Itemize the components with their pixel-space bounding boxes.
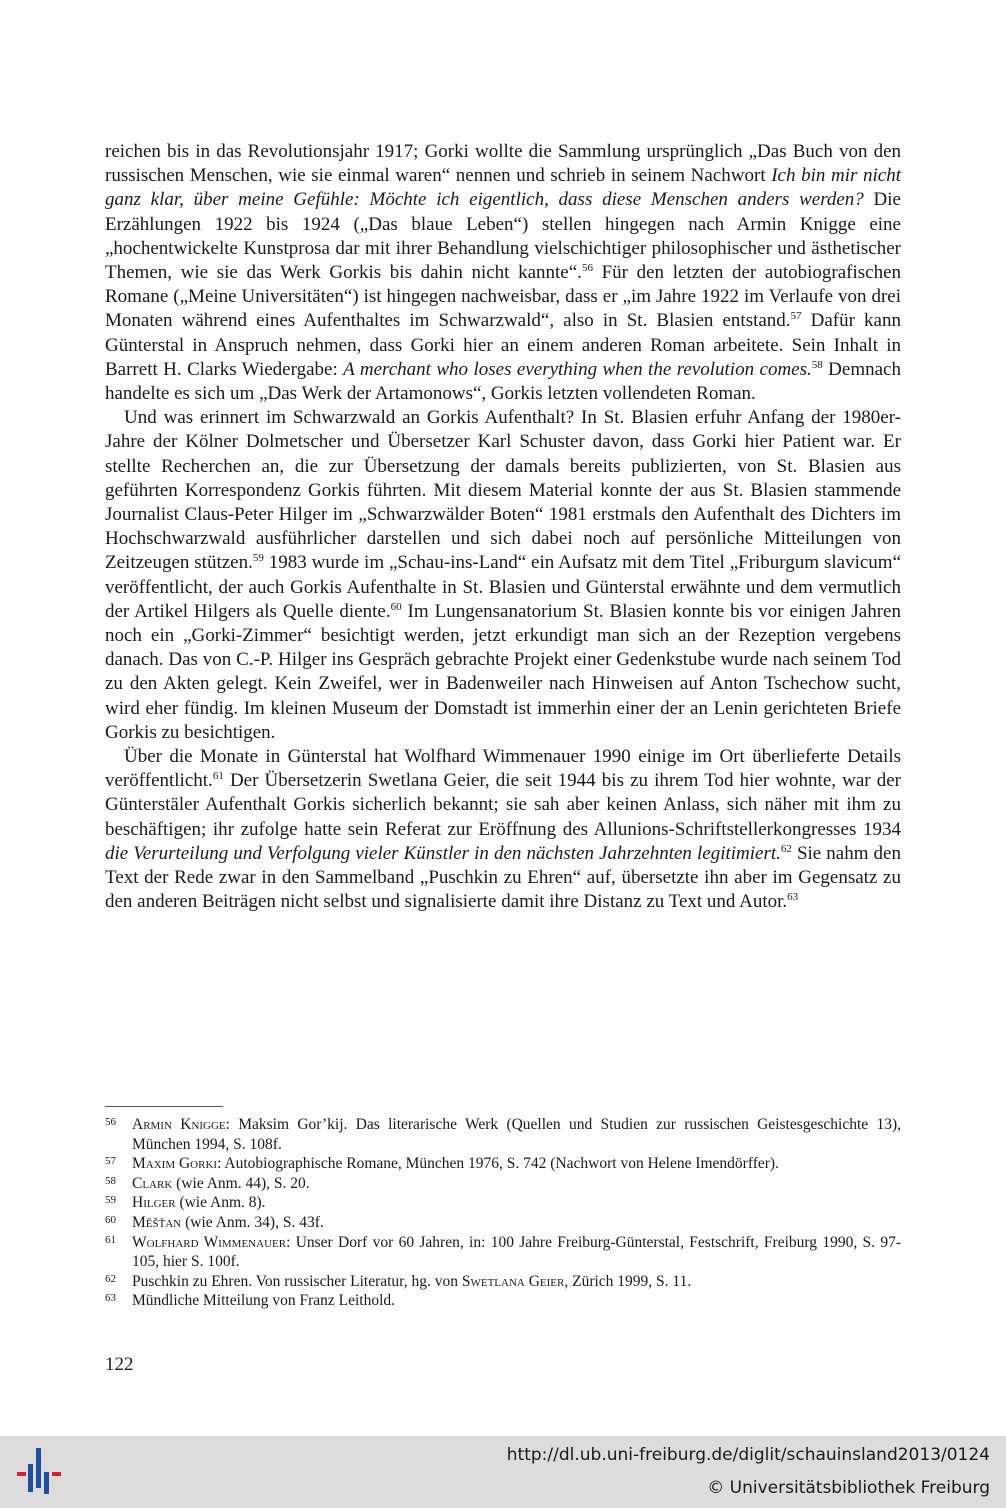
text-run: 1983 wurde im „Schau-ins-Land“ ein Aufsatz mit dem Titel „Friburgum slavicum“ veröffentlicht, der auch Gorkis Aufenthalte in St. Blasien und Günterstal erwähnte und dem vermutlich der Artikel Hilgers als Quelle diente. xyxy=(105,552,901,622)
text-run: (wie Anm. 44), S. 20. xyxy=(172,1174,310,1192)
page-number: 122 xyxy=(105,1354,134,1375)
text-run: Im Lungensanatorium St. Blasien konnte bis vor einigen Jahren noch ein „Gorki-Zimmer“ besichtigt werden, jetzt erkundigt man sich an der Rezeption vergebens danach. Das von C.-P. Hilger ins Gespräch gebrachte Projekt einer Gedenkstube wurde nach seinem Tod zu den Akten gelegt. Kein Zweifel, wer in Badenweiler nach Hinweisen auf Anton Tschechow sucht, wird eher fündig. Im kleinen Museum der Domstadt ist immerhin einer der an Lenin gerichteten Briefe Gorkis zu besichtigen. xyxy=(105,600,901,743)
text-run: Sie nahm den Text der Rede zwar in den Sammelband „Puschkin zu Ehren“ auf, übersetzte ihn aber im Gegensatz zu den anderen Beiträgen nicht selbst und signalisierte damit ihre Distanz zu Text und Autor. xyxy=(105,842,901,913)
text-run: Die Erzählungen 1922 bis 1924 („Das blaue Leben“) stellen hingegen nach Armin Knigge eine „hochentwickelte Kunstprosa dar mit ihrer Behandlung vielschichtiger philosophischer und ästhetischer Themen, wie sie das Werk Gorkis bis dahin nicht kannte“. xyxy=(105,189,901,284)
italic-run: A merchant who loses everything when the revolution comes. xyxy=(343,358,812,380)
text-run: Und was erinnert im Schwarzwald an Gorkis Aufenthalt? In St. Blasien erfuhr Anfang der 1980er-Jahre der Kölner Dolmetscher und Übersetzer Karl Schuster davon, dass Gorki hier Patient war. Er stellte Recherchen an, die zur Übersetzung der damals bereits publizierten, von St. Blasien aus geführten Korrespondenz Gorkis führten. Mit diesem Material konnte der aus St. Blasien stammende Journalist Claus-Peter Hilger im „Schwarzwälder Boten“ 1981 erstmals den Aufenthalt des Dichters im Hochschwarzwald ausführlicher darstellen und sich dabei noch auf persönliche Mitteilungen von Zeitzeugen stützen. xyxy=(105,407,901,574)
footnote-text xyxy=(132,1291,901,1311)
footnote-ref: 59 xyxy=(252,552,264,565)
text-run: Für den letzten der autobiografischen Romane („Meine Universitäten“) ist hingegen nachweisbar, dass er „im Jahre 1922 im Verlaufe von drei Monaten während eines Aufenthaltes im Schwarzwald“, also in St. Blasien entstand. xyxy=(105,262,902,332)
footnote xyxy=(105,1291,901,1311)
footnote-text xyxy=(132,1213,901,1233)
footnote-text xyxy=(132,1193,901,1213)
author-name: Wolfhard Wimmenauer xyxy=(132,1233,287,1251)
footnote xyxy=(105,1154,901,1174)
text-run: (wie Anm. 8). xyxy=(175,1194,266,1212)
author-name: Maxim Gorki xyxy=(132,1155,218,1173)
paragraph xyxy=(105,140,901,406)
footnote-ref: 63 xyxy=(787,891,799,904)
footnote-number: 60 xyxy=(105,1213,116,1226)
footnote-number: 56 xyxy=(105,1116,116,1128)
text-run: Über die Monate in Günterstal hat Wolfhard Wimmenauer 1990 einige im Ort überlieferte Details veröffentlicht. xyxy=(105,746,901,792)
footer-copyright: © Universitätsbibliothek Freiburg xyxy=(707,1478,990,1498)
footnote xyxy=(105,1213,901,1233)
author-name: Hilger xyxy=(132,1194,176,1212)
author-name: Swetlana Geier xyxy=(461,1272,565,1290)
text-run: Dafür kann Günterstal in Anspruch nehmen, dass Gorki hier an einem anderen Roman arbeitete. Sein Inhalt in Barrett H. Clarks Wiedergabe: xyxy=(105,310,901,380)
italic-run: die Verurteilung und Verfolgung vieler Künstler in den nächsten Jahrzehnten legitimiert. xyxy=(105,842,781,864)
text-run: Demnach handelte es sich um „Das Werk der Artamonows“, Gorkis letzten vollendeten Roman. xyxy=(105,358,901,405)
text-run: Der Übersetzerin Swetlana Geier, die seit 1944 bis zu ihrem Tod hier wohnte, war der Günterstäler Aufenthalt Gorkis sicherlich bekannt; sie sah aber keinen Anlass, sich näher mit ihm zu beschäftigen; ihr zufolge hatte sein Referat zur Eröffnung des Allunions-Schriftstellerkongresses 1934 xyxy=(105,770,901,840)
footnote-text xyxy=(132,1272,901,1292)
footnotes xyxy=(105,1115,901,1311)
text-run: : Maksim Gor’kij. Das literarische Werk (Quellen und Studien zur russischen Geistesgeschichte 13), München 1994, S. 108f. xyxy=(132,1116,901,1153)
footnote xyxy=(105,1174,901,1194)
footnote-number: 58 xyxy=(105,1174,116,1187)
paragraph xyxy=(105,406,901,745)
author-name: Měšťan xyxy=(132,1213,182,1231)
body-text xyxy=(105,140,901,915)
footnote-text xyxy=(132,1233,901,1272)
text-run: Puschkin zu Ehren. Von russischer Literatur, hg. von xyxy=(132,1272,462,1290)
text-run: , Zürich 1999, S. 11. xyxy=(564,1272,692,1290)
text-run: reichen bis in das Revolutionsjahr 1917; Gorki wollte die Sammlung ursprünglich „Das Buch von den russischen Menschen, wie sie einmal waren“ nennen und schrieb in seinem Nachwort xyxy=(105,141,901,187)
footnote-ref: 57 xyxy=(790,310,802,323)
footnote-ref: 60 xyxy=(390,600,402,613)
footnote xyxy=(105,1272,901,1292)
italic-run: Ich bin mir nicht ganz klar, über meine Gefühle: Möchte ich eigentlich, dass diese Menschen anders werden? xyxy=(105,165,901,211)
paragraph xyxy=(105,745,901,914)
footnote-number: 62 xyxy=(105,1272,116,1285)
text-run: : Autobiographische Romane, München 1976, S. 742 (Nachwort von Helene Imendörffer). xyxy=(217,1155,779,1173)
footnote-text xyxy=(132,1174,901,1194)
footnote xyxy=(105,1115,901,1154)
ub-freiburg-logo-icon xyxy=(14,1446,64,1498)
footnote-ref: 61 xyxy=(212,770,224,783)
footnote-number: 61 xyxy=(105,1233,116,1246)
footer-bar xyxy=(0,1436,1006,1508)
author-name: Armin Knigge xyxy=(132,1116,226,1133)
footnote-ref: 58 xyxy=(811,358,823,371)
footnote-text xyxy=(132,1115,901,1154)
footer-url-link[interactable]: http://dl.ub.uni-freiburg.de/diglit/schauinsland2013/0124 xyxy=(506,1445,990,1465)
footnote-number: 57 xyxy=(105,1155,116,1168)
footnote-ref: 56 xyxy=(581,262,593,275)
footnote-text xyxy=(132,1154,901,1174)
footnote xyxy=(105,1233,901,1272)
text-run: (wie Anm. 34), S. 43f. xyxy=(181,1213,324,1231)
footnote-ref: 62 xyxy=(780,842,792,855)
footnote xyxy=(105,1193,901,1213)
author-name: Clark xyxy=(132,1174,173,1192)
text-run: : Unser Dorf vor 60 Jahren, in: 100 Jahre Freiburg-Günterstal, Festschrift, Freiburg 1990, S. 97-105, hier S. 100f. xyxy=(132,1233,901,1271)
footnote-number: 63 xyxy=(105,1292,116,1305)
text-run: Mündliche Mitteilung von Franz Leithold. xyxy=(132,1292,396,1310)
footnote-number: 59 xyxy=(105,1194,116,1207)
footnote-separator xyxy=(105,1106,223,1107)
